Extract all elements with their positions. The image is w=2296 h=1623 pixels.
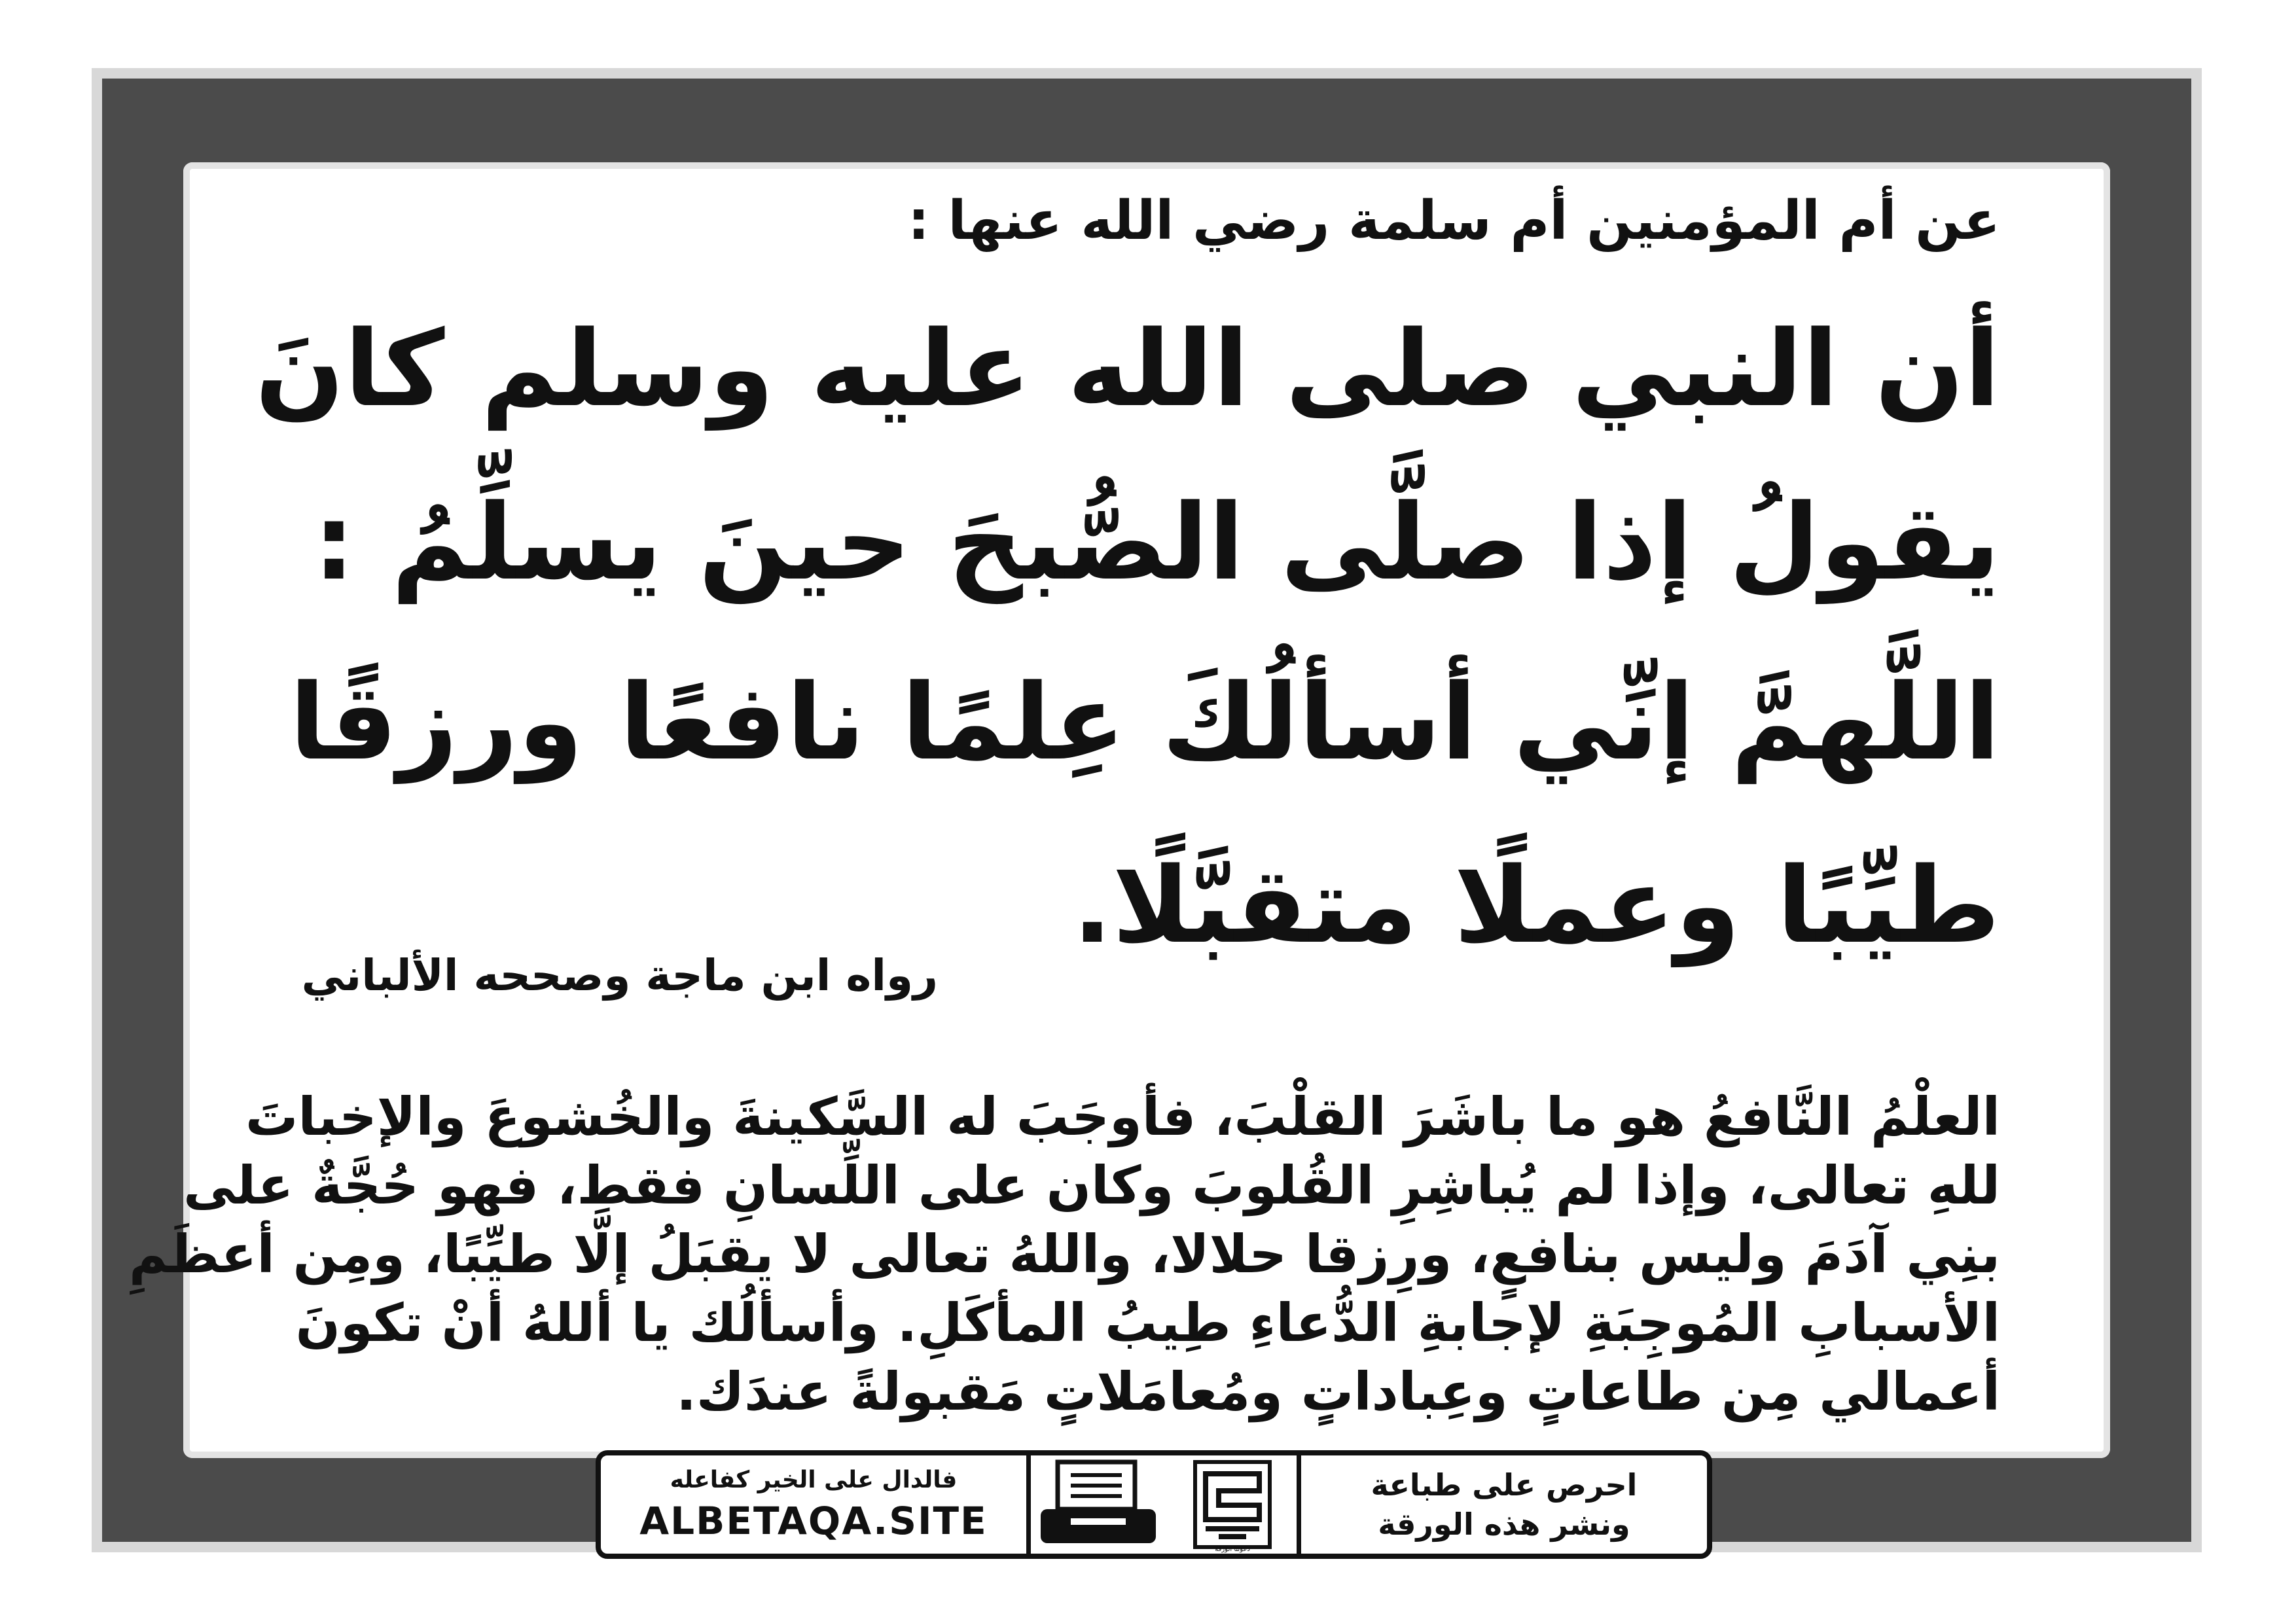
footer-call-line-1: احرص على طباعة	[1371, 1467, 1638, 1503]
footer-site-box	[601, 1455, 1031, 1554]
footer-slogan: فالدال على الخير كفاعله	[670, 1466, 958, 1493]
logo-icon	[1183, 1455, 1282, 1554]
hadith-line-4: طيِّبًا وعملًا متقبَّلًا.	[1072, 844, 2000, 967]
footer-call-line-2: ونشر هذه الورقة	[1378, 1507, 1630, 1542]
footer-site-link[interactable]: ALBETAQA.SITE	[639, 1498, 988, 1543]
narrator-line: عن أم المؤمنين أم سلمة رضي الله عنها :	[908, 190, 2000, 252]
logo-text: دعوتنا الورقة	[1215, 1546, 1250, 1553]
footer-icons	[1026, 1455, 1301, 1554]
hadith-line-2: يقولُ إذا صلَّى الصُّبحَ حينَ يسلِّمُ :	[313, 481, 2000, 603]
printer-icon	[1033, 1455, 1164, 1554]
hadith-line-1: أن النبي صلى الله عليه وسلم كانَ	[255, 308, 2000, 430]
footer-call-box	[1297, 1455, 1707, 1554]
hadith-source: رواه ابن ماجة وصححه الألباني	[301, 950, 938, 1001]
commentary-line-3: بنِي آدَمَ وليس بنافعٍ، ورِزقا حلالا، واللهُ تعالى لا يقبَلُ إلَّا طيِّبًا، ومِن أعظَمِ	[129, 1224, 2000, 1285]
hadith-line-3: اللَّهمَّ إنِّي أسألُكَ عِلمًا نافعًا ورزقًا	[289, 661, 2000, 783]
commentary-line-1: العلْمُ النَّافعُ هو ما باشَرَ القلْبَ، فأوجَبَ له السَّكينةَ والخُشوعَ والإخباتَ	[245, 1086, 2000, 1147]
footer-banner	[596, 1450, 1712, 1559]
commentary-line-4: الأسبابِ المُوجِبَةِ لإجابةِ الدُّعاءِ طِيبُ المأكَلِ. وأسألُك يا أللهُ أنْ تكونَ	[295, 1293, 2000, 1353]
commentary-line-2: للهِ تعالى، وإذا لم يُباشِرِ القُلوبَ وكان على اللِّسانِ فقط، فهو حُجَّةٌ على	[183, 1155, 2000, 1216]
commentary-line-5: أعمالي مِن طاعاتٍ وعِباداتٍ ومُعامَلاتٍ مَقبولةً عندَك.	[676, 1361, 2000, 1422]
